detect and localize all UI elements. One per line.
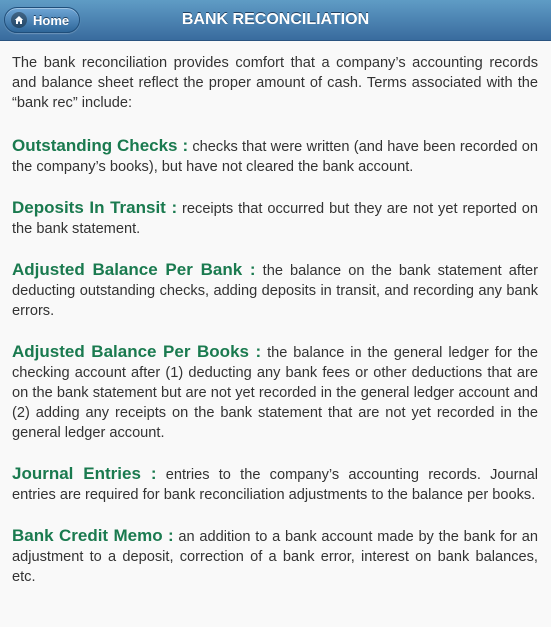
term-entry: [12, 526, 538, 587]
term-entry: [12, 136, 538, 177]
term-entry: [12, 260, 538, 321]
term-definition: the balance on the bank statement after deducting outstanding checks, adding deposits in transit, and recording any bank errors.: [12, 263, 538, 319]
term-title: Journal Entries :: [12, 464, 157, 483]
term-definition: receipts that occurred but they are not yet reported on the bank statement.: [12, 201, 538, 237]
term-definition: an addition to a bank account made by the bank for an adjustment to a deposit, correction of a bank error, interest on bank balances, etc.: [12, 529, 538, 585]
term-definition: the balance in the general ledger for the checking account after (1) deducting any bank fees or other deductions that are on the bank statement but are not yet recorded in the general ledger account and (2) adding any receipts on the bank statement that are not yet recorded in the general ledger account.: [12, 345, 538, 441]
term-definition: entries to the company’s accounting records. Journal entries are required for bank reconciliation adjustments to the balance per books.: [12, 467, 538, 503]
header-bar: [0, 0, 551, 41]
page-title: BANK RECONCILIATION: [181, 11, 370, 28]
term-title: Adjusted Balance Per Bank :: [12, 260, 256, 279]
term-entry: [12, 342, 538, 443]
home-button-label: Home: [33, 12, 70, 28]
term-entry: [12, 198, 538, 239]
main-content: [0, 41, 551, 587]
term-title: Adjusted Balance Per Books :: [12, 342, 262, 361]
term-definition: checks that were written (and have been recorded on the company’s books), but have not cleared the bank account.: [12, 139, 538, 175]
intro-paragraph: The bank reconciliation provides comfort that a company’s accounting records and balance sheet reflect the proper amount of cash. Terms associated with the “bank rec” include:: [12, 55, 538, 111]
term-title: Outstanding Checks :: [12, 136, 189, 155]
term-title: Bank Credit Memo :: [12, 526, 174, 545]
term-entry: [12, 464, 538, 505]
term-title: Deposits In Transit :: [12, 198, 178, 217]
